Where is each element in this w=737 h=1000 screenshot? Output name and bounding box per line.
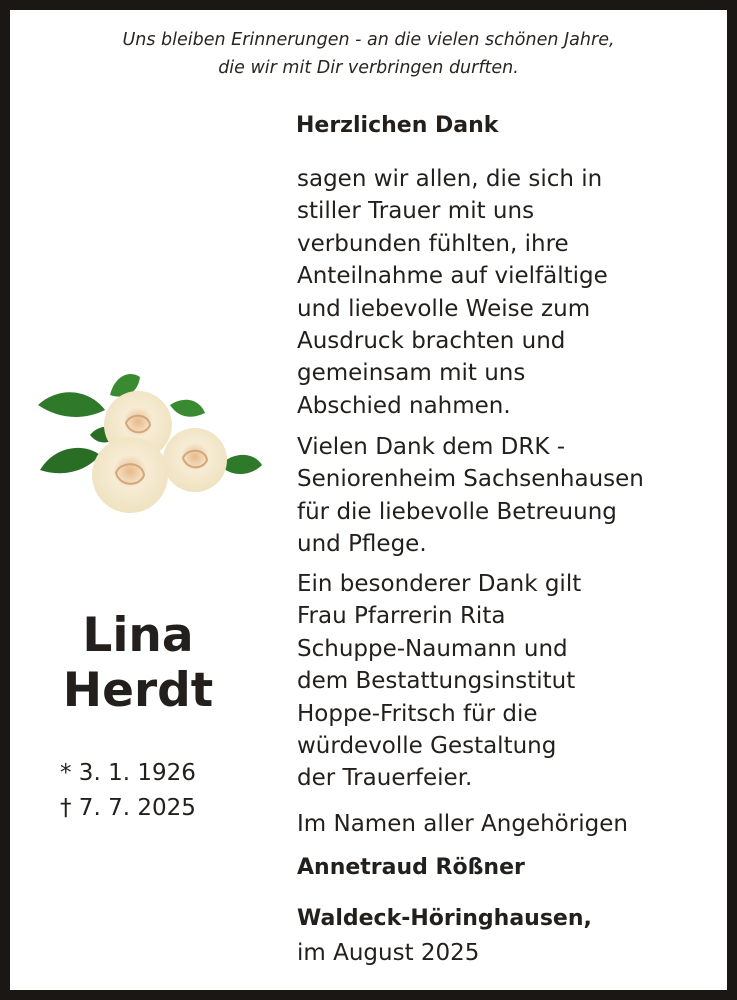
- thanks-heading: Herzlichen Dank: [296, 113, 499, 138]
- deceased-last-name: Herdt: [62, 663, 214, 718]
- text-line: Hoppe-Fritsch für die: [297, 700, 538, 727]
- text-line: verbunden fühlten, ihre: [297, 230, 569, 257]
- text-line: Ausdruck brachten und: [297, 328, 566, 355]
- leaf-icon: [40, 448, 100, 473]
- closing-line: Im Namen aller Angehörigen: [297, 811, 628, 837]
- date-line: im August 2025: [297, 940, 480, 966]
- drk-thanks-paragraph: [297, 431, 644, 561]
- rose-icon: [163, 428, 227, 492]
- text-line: Anteilnahme auf vielfältige: [297, 263, 608, 290]
- place-line: Waldeck-Höringhausen,: [297, 906, 592, 931]
- death-date: † 7. 7. 2025: [60, 795, 196, 821]
- deceased-first-name: Lina: [82, 608, 194, 663]
- signature-name: Annetraud Rößner: [297, 855, 525, 880]
- birth-date: * 3. 1. 1926: [60, 760, 196, 786]
- quote-line: Uns bleiben Erinnerungen - an die vielen schönen Jahre,: [122, 30, 615, 50]
- text-line: dem Bestattungsinstitut: [297, 668, 576, 695]
- rose-icon: [92, 437, 168, 513]
- memorial-quote: [0, 26, 737, 82]
- leaf-icon: [170, 400, 205, 417]
- text-line: der Trauerfeier.: [297, 765, 473, 792]
- thanks-paragraph: [297, 163, 608, 422]
- quote-line: die wir mit Dir verbringen durften.: [218, 58, 519, 78]
- text-line: Seniorenheim Sachsenhausen: [297, 466, 644, 493]
- text-line: und liebevolle Weise zum: [297, 295, 591, 322]
- special-thanks-paragraph: [297, 568, 581, 795]
- text-line: würdevolle Gestaltung: [297, 733, 557, 760]
- text-line: Schuppe-Naumann und: [297, 635, 568, 662]
- text-line: gemeinsam mit uns: [297, 360, 526, 387]
- leaf-icon: [38, 392, 105, 417]
- text-line: Vielen Dank dem DRK -: [297, 434, 566, 460]
- text-line: stiller Trauer mit uns: [297, 198, 535, 225]
- text-line: sagen wir allen, die sich in: [297, 166, 603, 192]
- text-line: Ein besonderer Dank gilt: [297, 571, 582, 597]
- text-line: für die liebevolle Betreuung: [297, 498, 617, 525]
- text-line: Abschied nahmen.: [297, 392, 511, 419]
- text-line: und Pflege.: [297, 531, 427, 558]
- text-line: Frau Pfarrerin Rita: [297, 603, 506, 630]
- roses-image: [30, 365, 270, 515]
